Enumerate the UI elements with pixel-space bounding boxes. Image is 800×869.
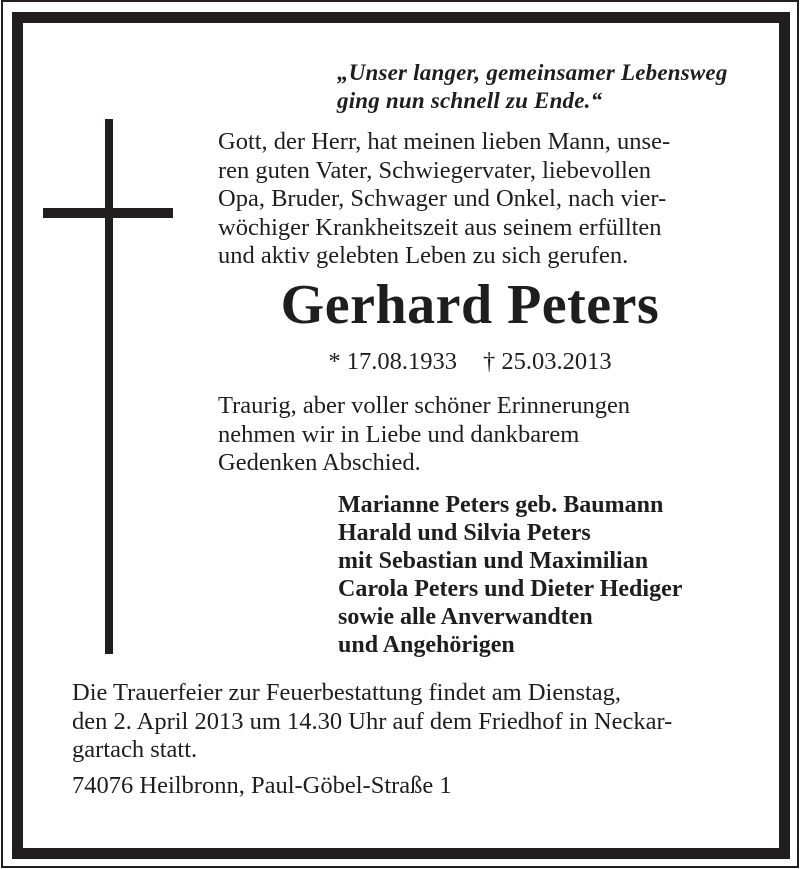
life-dates: [218, 347, 722, 377]
memorial-quote-line: „Unser langer, gemeinsamer Lebensweg: [337, 60, 728, 85]
ceremony-info: [72, 679, 672, 765]
ceremony-line: Die Trauerfeier zur Feuerbestattung findet am Dienstag,: [72, 679, 622, 706]
ceremony-line: gartach statt.: [72, 736, 198, 763]
intro-line: ren guten Vater, Schwiegervater, liebevollen: [218, 156, 651, 184]
farewell-paragraph: [218, 392, 630, 478]
intro-paragraph: [218, 128, 670, 271]
mourner-line: sowie alle Anverwandten: [338, 604, 593, 630]
mourners-list: [338, 491, 682, 659]
cross-vertical-bar: [105, 119, 113, 654]
ceremony-line: den 2. April 2013 um 14.30 Uhr auf dem Friedhof in Neckar-: [72, 707, 673, 735]
death-date: † 25.03.2013: [483, 348, 612, 375]
farewell-line: Gedenken Abschied.: [218, 449, 421, 476]
birth-date: * 17.08.1933: [328, 348, 457, 375]
mourner-line: Marianne Peters geb. Baumann: [338, 492, 664, 518]
mourner-line: mit Sebastian und Maximilian: [338, 548, 649, 574]
intro-line: und aktiv gelebten Leben zu sich gerufen.: [218, 242, 629, 269]
cross-horizontal-bar: [43, 208, 173, 218]
intro-line: wöchiger Krankheitszeit aus seinem erfüllten: [218, 213, 662, 241]
farewell-line: nehmen wir in Liebe und dankbarem: [218, 420, 580, 448]
intro-line: Gott, der Herr, hat meinen lieben Mann, unse-: [218, 128, 671, 155]
mourner-line: Harald und Silvia Peters: [338, 520, 591, 546]
intro-line: Opa, Bruder, Schwager und Onkel, nach vier-: [218, 185, 667, 212]
mourner-line: und Angehörigen: [338, 632, 515, 658]
address-line: 74076 Heilbronn, Paul-Göbel-Straße 1: [72, 772, 452, 799]
deceased-name: Gerhard Peters: [280, 274, 660, 336]
mourner-line: Carola Peters und Dieter Hediger: [338, 576, 683, 602]
memorial-quote-line: ging nun schnell zu Ende.“: [337, 88, 603, 113]
memorial-quote: [337, 59, 728, 115]
farewell-line: Traurig, aber voller schöner Erinnerungen: [218, 392, 631, 419]
